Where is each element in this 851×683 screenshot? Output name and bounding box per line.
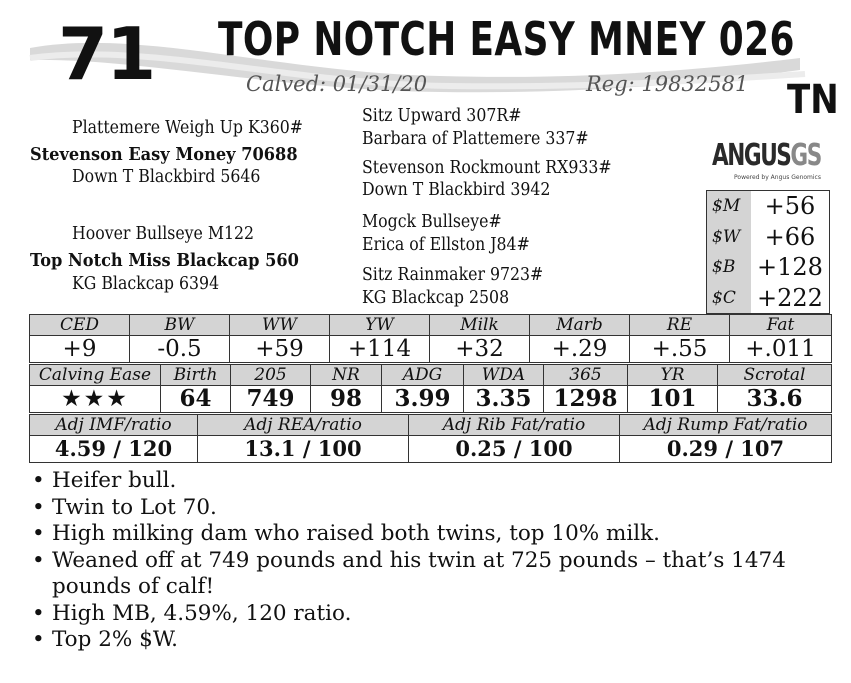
- sire-dam: Down T Blackbird 5646: [72, 167, 261, 187]
- dam-dam-sire: Sitz Rainmaker 9723#: [362, 265, 544, 285]
- epd-value: +59: [230, 336, 330, 363]
- registration-number: Reg: 19832581: [586, 72, 749, 96]
- index-row-c: [707, 283, 829, 314]
- ultrasound-header: Adj Rump Fat/ratio: [620, 415, 832, 436]
- note-item: • Heifer bull.: [28, 468, 808, 495]
- epd-header: Milk: [430, 315, 530, 336]
- dam-sire: Hoover Bullseye M122: [72, 224, 255, 244]
- performance-value: 101: [628, 386, 718, 413]
- note-item: • High MB, 4.59%, 120 ratio.: [28, 601, 808, 628]
- animal-name: TOP NOTCH EASY MNEY 026: [218, 12, 795, 66]
- dam-sire-dam: Erica of Ellston J84#: [362, 235, 530, 255]
- epd-header: YW: [330, 315, 430, 336]
- sire-sire: Plattemere Weigh Up K360#: [72, 118, 304, 138]
- epd-header: RE: [630, 315, 730, 336]
- performance-header: 205: [231, 365, 311, 386]
- note-item: • High milking dam who raised both twins, top 10% milk.: [28, 521, 808, 548]
- sire: Stevenson Easy Money 70688: [30, 144, 298, 165]
- epd-header: CED: [30, 315, 130, 336]
- index-label: $B: [707, 252, 751, 283]
- performance-value: 3.35: [464, 386, 544, 413]
- note-item: • Weaned off at 749 pounds and his twin at 725 pounds – that’s 1474 pounds of calf!: [28, 548, 808, 601]
- performance-header: WDA: [464, 365, 544, 386]
- epd-value: +32: [430, 336, 530, 363]
- ultrasound-header: Adj REA/ratio: [198, 415, 409, 436]
- ultrasound-value: 4.59 / 120: [30, 436, 198, 463]
- index-label: $M: [707, 191, 751, 222]
- epd-header: BW: [130, 315, 230, 336]
- epd-value: +9: [30, 336, 130, 363]
- sire-dam-sire: Stevenson Rockmount RX933#: [362, 158, 612, 178]
- epd-value-row: [30, 336, 832, 363]
- index-label: $W: [707, 222, 751, 253]
- performance-value-row: [30, 386, 832, 413]
- performance-value: 1298: [544, 386, 628, 413]
- performance-value: 64: [161, 386, 231, 413]
- performance-header: ADG: [382, 365, 464, 386]
- performance-value: 33.6: [718, 386, 832, 413]
- index-value: +66: [764, 222, 816, 251]
- logo-subtext: Powered by Angus Genomics: [734, 174, 821, 181]
- dam-sire-sire: Mogck Bullseye#: [362, 212, 502, 232]
- calved-date: Calved: 01/31/20: [246, 72, 428, 96]
- index-value: +222: [757, 283, 823, 312]
- epd-value: +.011: [730, 336, 832, 363]
- epd-value: +114: [330, 336, 430, 363]
- note-item: • Top 2% $W.: [28, 627, 808, 654]
- performance-header: YR: [628, 365, 718, 386]
- epd-value: +.29: [530, 336, 630, 363]
- performance-header: NR: [311, 365, 382, 386]
- epd-table: [29, 314, 832, 363]
- consignor-state: TN: [787, 77, 839, 123]
- epd-value: -0.5: [130, 336, 230, 363]
- lot-notes: [28, 468, 808, 654]
- dollar-value-indexes: [706, 190, 830, 314]
- sire-sire-dam: Barbara of Plattemere 337#: [362, 129, 589, 149]
- lot-number: 71: [58, 12, 155, 96]
- epd-header: Marb: [530, 315, 630, 336]
- performance-value: 98: [311, 386, 382, 413]
- dam-dam-dam: KG Blackcap 2508: [362, 288, 510, 308]
- performance-header: Scrotal: [718, 365, 832, 386]
- performance-header: Birth: [161, 365, 231, 386]
- ultrasound-header: Adj Rib Fat/ratio: [409, 415, 620, 436]
- performance-header-row: [30, 365, 832, 386]
- index-row-m: [707, 191, 829, 222]
- ultrasound-value-row: [30, 436, 832, 463]
- index-label: $C: [707, 283, 751, 314]
- performance-header: 365: [544, 365, 628, 386]
- epd-value: +.55: [630, 336, 730, 363]
- ultrasound-header-row: [30, 415, 832, 436]
- performance-table: [29, 364, 832, 413]
- logo-wordmark: ANGUSGS: [712, 138, 821, 173]
- epd-header-row: [30, 315, 832, 336]
- performance-value: 749: [231, 386, 311, 413]
- index-row-b: [707, 252, 829, 283]
- ultrasound-value: 0.25 / 100: [409, 436, 620, 463]
- performance-value: 3.99: [382, 386, 464, 413]
- note-item: • Twin to Lot 70.: [28, 495, 808, 522]
- performance-header: Calving Ease: [30, 365, 161, 386]
- dam-dam: KG Blackcap 6394: [72, 274, 220, 294]
- index-row-w: [707, 222, 829, 253]
- sire-sire-sire: Sitz Upward 307R#: [362, 106, 522, 126]
- sire-dam-dam: Down T Blackbird 3942: [362, 180, 551, 200]
- angus-gs-logo: [712, 134, 830, 186]
- ultrasound-header: Adj IMF/ratio: [30, 415, 198, 436]
- index-value: +56: [764, 192, 816, 221]
- ultrasound-value: 13.1 / 100: [198, 436, 409, 463]
- epd-header: Fat: [730, 315, 832, 336]
- index-value: +128: [757, 253, 823, 282]
- dam: Top Notch Miss Blackcap 560: [30, 250, 299, 271]
- ultrasound-table: [29, 414, 832, 463]
- epd-header: WW: [230, 315, 330, 336]
- ultrasound-value: 0.29 / 107: [620, 436, 832, 463]
- calving-ease-stars: ★★★: [30, 386, 161, 413]
